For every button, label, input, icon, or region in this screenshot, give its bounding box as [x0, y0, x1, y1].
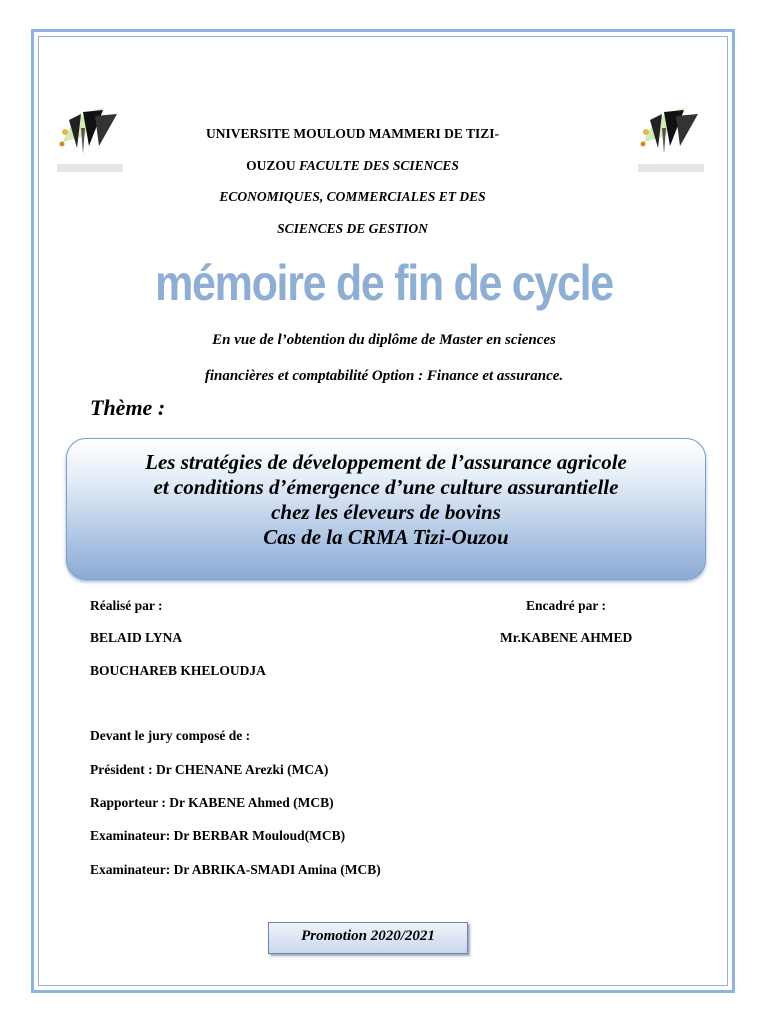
promotion-label: Promotion 2020/2021 — [301, 928, 435, 944]
theme-text — [66, 450, 706, 550]
university-header — [160, 118, 545, 244]
supervisor-name: Mr.KABENE AHMED — [500, 630, 633, 645]
theme-line-1: Les stratégies de développement de l’assurance agricole — [145, 450, 627, 474]
diploma-statement — [100, 322, 668, 394]
university-name-ouzou: OUZOU — [246, 157, 296, 173]
faculty-name: FACULTE DES SCIENCES — [299, 157, 459, 173]
theme-label: Thème : — [90, 395, 166, 420]
university-line-2 — [160, 150, 545, 182]
author-name-2: BOUCHAREB KHELOUDJA — [90, 663, 266, 678]
university-line-4: SCIENCES DE GESTION — [277, 220, 428, 236]
university-line-3: ECONOMIQUES, COMMERCIALES ET DES — [219, 189, 486, 204]
theme-line-3: chez les éleveurs de bovins — [271, 500, 501, 524]
theme-line-2: et conditions d’émergence d’une culture assurantielle — [153, 475, 619, 499]
document-title: mémoire de fin de cycle — [155, 255, 613, 311]
diploma-line-2: financières et comptabilité Option : Finance et assurance. — [204, 368, 564, 384]
authors-label: Réalisé par : — [90, 598, 163, 613]
theme-line-4: Cas de la CRMA Tizi-Ouzou — [263, 525, 509, 549]
jury-member-president: Président : Dr CHENANE Arezki (MCA) — [90, 762, 329, 777]
university-line-1: UNIVERSITE MOULOUD MAMMERI DE TIZI- — [205, 126, 500, 141]
jury-member-examiner-1: Examinateur: Dr BERBAR Mouloud(MCB) — [90, 828, 346, 843]
jury-label: Devant le jury composé de : — [90, 728, 251, 743]
supervisor-label: Encadré par : — [526, 598, 606, 613]
jury-member-rapporteur: Rapporteur : Dr KABENE Ahmed (MCB) — [90, 795, 334, 810]
diploma-line-1: En vue de l’obtention du diplôme de Master en sciences — [212, 332, 556, 348]
university-logo-right — [636, 102, 706, 174]
author-name-1: BELAID LYNA — [90, 630, 183, 645]
university-logo-left — [55, 102, 125, 174]
jury-member-examiner-2: Examinateur: Dr ABRIKA-SMADI Amina (MCB) — [90, 862, 381, 877]
